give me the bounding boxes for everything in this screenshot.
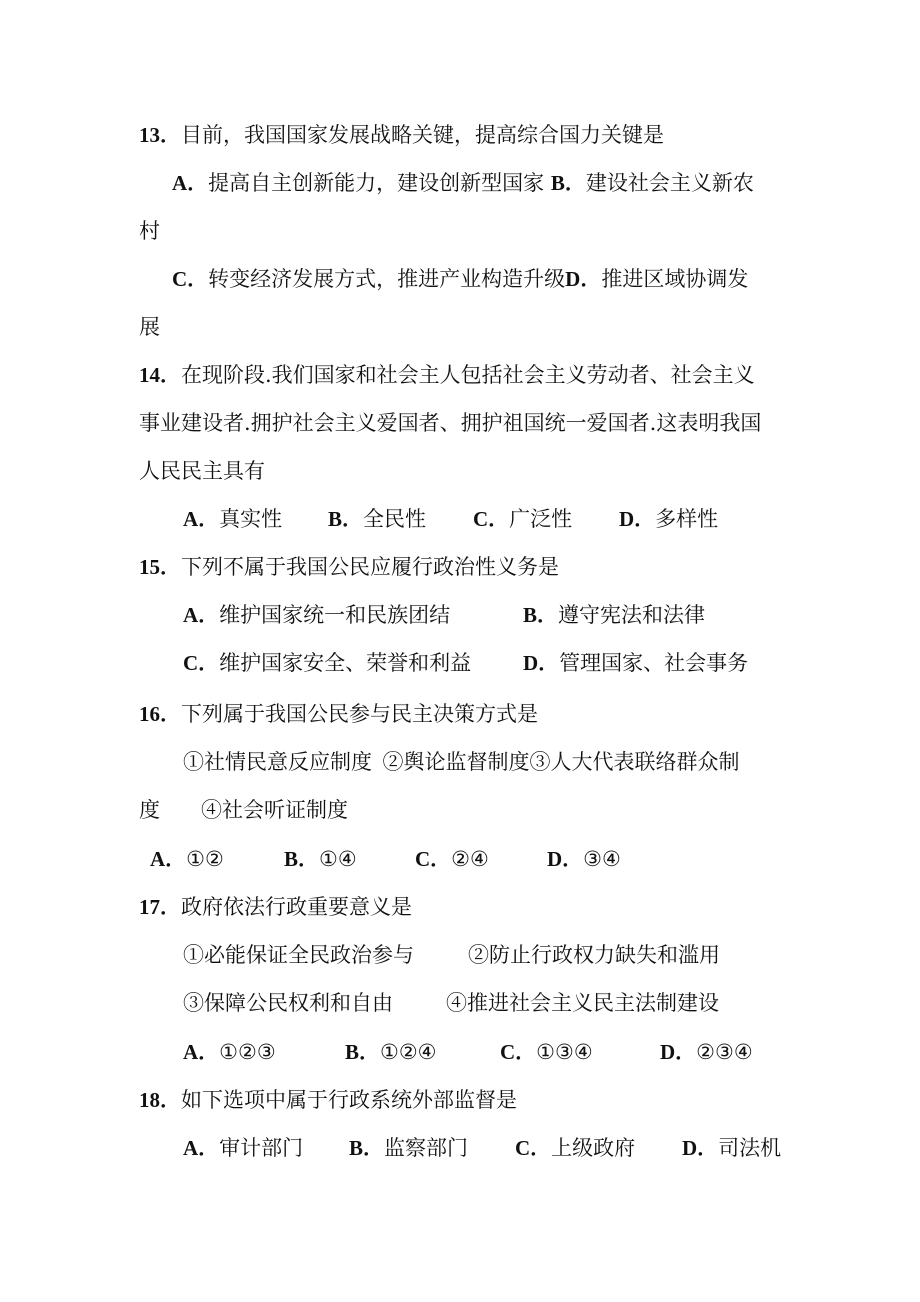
option-text: ①② (186, 847, 224, 871)
statement-item: ①社情民意反应制度 (183, 750, 372, 774)
question-15-options-cd (183, 649, 748, 677)
question-stem: 下列属于我国公民参与民主决策方式是 (181, 702, 538, 726)
option-letter: D． (565, 267, 602, 291)
question-15-options-ab (183, 601, 705, 629)
question-number: 16． (139, 702, 181, 726)
question-16-options (150, 845, 621, 873)
question-13-options-ab (172, 169, 754, 197)
option-letter: B． (523, 603, 559, 627)
question-number: 15． (139, 555, 181, 579)
option-letter: A． (150, 847, 187, 871)
option-text: 提高自主创新能力，建设创新型国家 (208, 171, 545, 195)
question-16-items-line-1 (183, 748, 740, 776)
question-14-stem-line-3 (139, 457, 265, 485)
question-15-stem-line (139, 553, 559, 581)
option-text: 多样性 (655, 507, 719, 531)
question-stem: 事业建设者.拥护社会主义爱国者、拥护祖国统一爱国者.这表明我国 (139, 411, 762, 435)
option-letter: D． (523, 651, 560, 675)
statement-item: ④推进社会主义民主法制建设 (446, 991, 719, 1015)
option-letter: A． (183, 507, 220, 531)
option-letter: C． (415, 847, 452, 871)
option-letter: C． (183, 651, 220, 675)
option-text: 上级政府 (551, 1136, 636, 1160)
option-text: 审计部门 (219, 1136, 304, 1160)
option-text: 维护国家统一和民族团结 (219, 603, 451, 627)
question-13-option-d-cont (139, 313, 160, 341)
option-text: ①②③ (219, 1040, 276, 1064)
statement-item: ①必能保证全民政治参与 (183, 943, 414, 967)
question-stem: 目前，我国国家发展战略关键，提高综合国力关键是 (181, 123, 664, 147)
statement-item: ③保障公民权利和自由 (183, 991, 393, 1015)
question-18-stem-line (139, 1086, 517, 1114)
option-text: ②③④ (696, 1040, 753, 1064)
option-text: ①③④ (536, 1040, 593, 1064)
option-letter: B． (345, 1040, 381, 1064)
question-stem: 政府依法行政重要意义是 (181, 895, 412, 919)
question-stem: 下列不属于我国公民应履行政治性义务是 (181, 555, 559, 579)
option-letter: A． (172, 171, 209, 195)
question-17-items-line-2 (183, 989, 719, 1017)
option-text: 推进区域协调发 (601, 267, 749, 291)
option-letter: C． (515, 1136, 552, 1160)
question-number: 18． (139, 1088, 181, 1112)
option-text: 管理国家、社会事务 (559, 651, 749, 675)
option-text: 全民性 (363, 507, 427, 531)
question-number: 17． (139, 895, 181, 919)
option-letter: B． (550, 171, 586, 195)
question-16-items-line-2 (139, 796, 348, 824)
question-13-stem-line (139, 121, 664, 149)
option-text: 司法机 (718, 1136, 782, 1160)
question-14-stem-line-2 (139, 409, 761, 437)
question-number: 14． (139, 363, 181, 387)
option-text: 村 (139, 219, 160, 243)
option-text: ②④ (451, 847, 489, 871)
option-letter: A． (183, 1136, 220, 1160)
question-number: 13． (139, 123, 181, 147)
option-text: 真实性 (219, 507, 283, 531)
option-letter: C． (172, 267, 209, 291)
question-14-stem-line-1 (139, 361, 755, 389)
option-text: 监察部门 (384, 1136, 469, 1160)
option-letter: B． (284, 847, 320, 871)
option-letter: C． (473, 507, 510, 531)
question-17-options (183, 1038, 753, 1066)
question-18-options (183, 1134, 781, 1162)
question-16-stem-line (139, 700, 538, 728)
question-17-stem-line (139, 893, 412, 921)
statement-item: ④社会听证制度 (201, 798, 348, 822)
question-13-options-cd (172, 265, 748, 293)
question-14-options (183, 505, 718, 533)
option-letter: B． (328, 507, 364, 531)
question-17-items-line-1 (183, 941, 720, 969)
statement-item: ③人大代表联络群众制 (529, 750, 740, 774)
option-text: 转变经济发展方式，推进产业构造升级 (208, 267, 566, 291)
option-text: ③④ (583, 847, 621, 871)
option-letter: D． (682, 1136, 719, 1160)
option-text: 展 (139, 315, 160, 339)
statement-item: ②防止行政权力缺失和滥用 (468, 943, 720, 967)
question-stem: 如下选项中属于行政系统外部监督是 (181, 1088, 517, 1112)
option-letter: A． (183, 1040, 220, 1064)
question-13-option-b-cont (139, 217, 160, 245)
statement-item: ②舆论监督制度 (382, 750, 530, 774)
option-letter: C． (500, 1040, 537, 1064)
question-stem: 在现阶段.我们国家和社会主人包括社会主义劳动者、社会主义 (181, 363, 755, 387)
question-stem: 人民民主具有 (139, 459, 265, 483)
option-text: 维护国家安全、荣誉和利益 (219, 651, 472, 675)
option-letter: D． (619, 507, 656, 531)
statement-item: 度 (139, 798, 160, 822)
option-letter: D． (547, 847, 584, 871)
option-text: 建设社会主义新农 (585, 171, 754, 195)
option-text: ①④ (319, 847, 357, 871)
option-text: ①②④ (380, 1040, 437, 1064)
option-text: 遵守宪法和法律 (558, 603, 706, 627)
option-letter: D． (660, 1040, 697, 1064)
option-letter: A． (183, 603, 220, 627)
option-letter: B． (349, 1136, 385, 1160)
option-text: 广泛性 (509, 507, 573, 531)
